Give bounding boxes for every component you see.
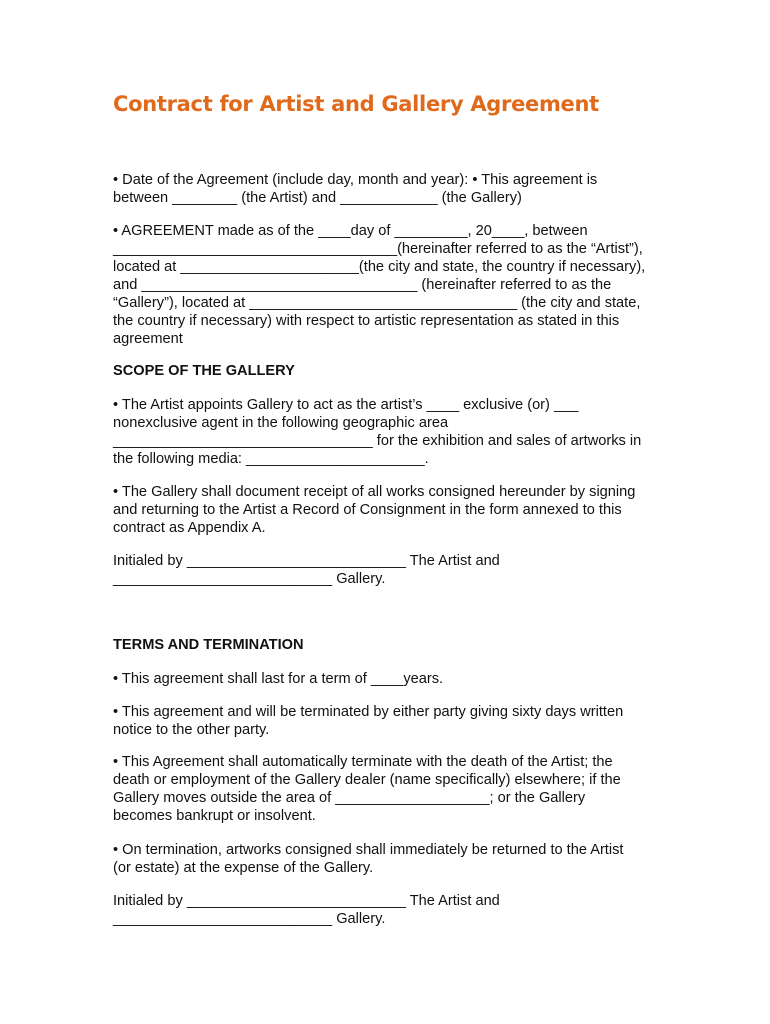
text-line: ___________________________________(hereinafter referred to as the “Artist”), (113, 241, 643, 257)
text-line: • AGREEMENT made as of the ____day of _________, 20____, between (113, 223, 588, 239)
text-line: between ________ (the Artist) and ____________ (the Gallery) (113, 190, 522, 206)
text-line: • This agreement shall last for a term of ____years. (113, 671, 444, 687)
text-line: • The Artist appoints Gallery to act as the artist’s ____ exclusive (or) ___ (113, 397, 579, 413)
automatic-termination-paragraph (113, 753, 673, 825)
text-line: the country if necessary) with respect to artistic representation as stated in this (113, 313, 620, 329)
text-line: notice to the other party. (113, 722, 270, 738)
text-line: agreement (113, 331, 183, 347)
text-line: (or estate) at the expense of the Gallery. (113, 860, 374, 876)
text-line: located at ______________________(the city and state, the country if necessary), (113, 259, 646, 275)
text-line: “Gallery”), located at _________________________________ (the city and state, (113, 295, 641, 311)
text-line: Initialed by ___________________________ The Artist and (113, 553, 500, 569)
text-line: ________________________________ for the exhibition and sales of artworks in (113, 433, 642, 449)
text-line: and returning to the Artist a Record of Consignment in the form annexed to this (113, 502, 622, 518)
text-line: • Date of the Agreement (include day, month and year): • This agreement is (113, 172, 598, 188)
text-line: ___________________________ Gallery. (113, 911, 386, 927)
text-line: • This agreement and will be terminated by either party giving sixty days written (113, 704, 624, 720)
consignment-paragraph (113, 483, 673, 537)
text-line: Initialed by ___________________________ The Artist and (113, 893, 500, 909)
text-line: the following media: ______________________. (113, 451, 429, 467)
scope-heading (113, 362, 673, 380)
text-line: becomes bankrupt or insolvent. (113, 808, 316, 824)
text-line: Gallery moves outside the area of ___________________; or the Gallery (113, 790, 586, 806)
initials-block-2 (113, 892, 673, 928)
agreement-date-paragraph (113, 171, 673, 207)
text-line: nonexclusive agent in the following geographic area (113, 415, 449, 431)
text-line: TERMS AND TERMINATION (113, 637, 304, 653)
agreement-parties-paragraph (113, 222, 673, 348)
text-line: • The Gallery shall document receipt of all works consigned hereunder by signing (113, 484, 636, 500)
text-line: • On termination, artworks consigned shall immediately be returned to the Artist (113, 842, 624, 858)
text-line: SCOPE OF THE GALLERY (113, 363, 295, 379)
notice-paragraph (113, 703, 673, 739)
document-title: Contract for Artist and Gallery Agreement (113, 92, 599, 116)
text-line: ___________________________ Gallery. (113, 571, 386, 587)
text-line: • This Agreement shall automatically terminate with the death of the Artist; the (113, 754, 613, 770)
text-line: death or employment of the Gallery dealer (name specifically) elsewhere; if the (113, 772, 621, 788)
terms-heading (113, 636, 673, 654)
text-line: and __________________________________ (hereinafter referred to as the (113, 277, 612, 293)
initials-block-1 (113, 552, 673, 588)
term-length-paragraph (113, 670, 673, 688)
text-line: contract as Appendix A. (113, 520, 266, 536)
appointment-paragraph (113, 396, 673, 468)
return-of-artworks-paragraph (113, 841, 673, 877)
